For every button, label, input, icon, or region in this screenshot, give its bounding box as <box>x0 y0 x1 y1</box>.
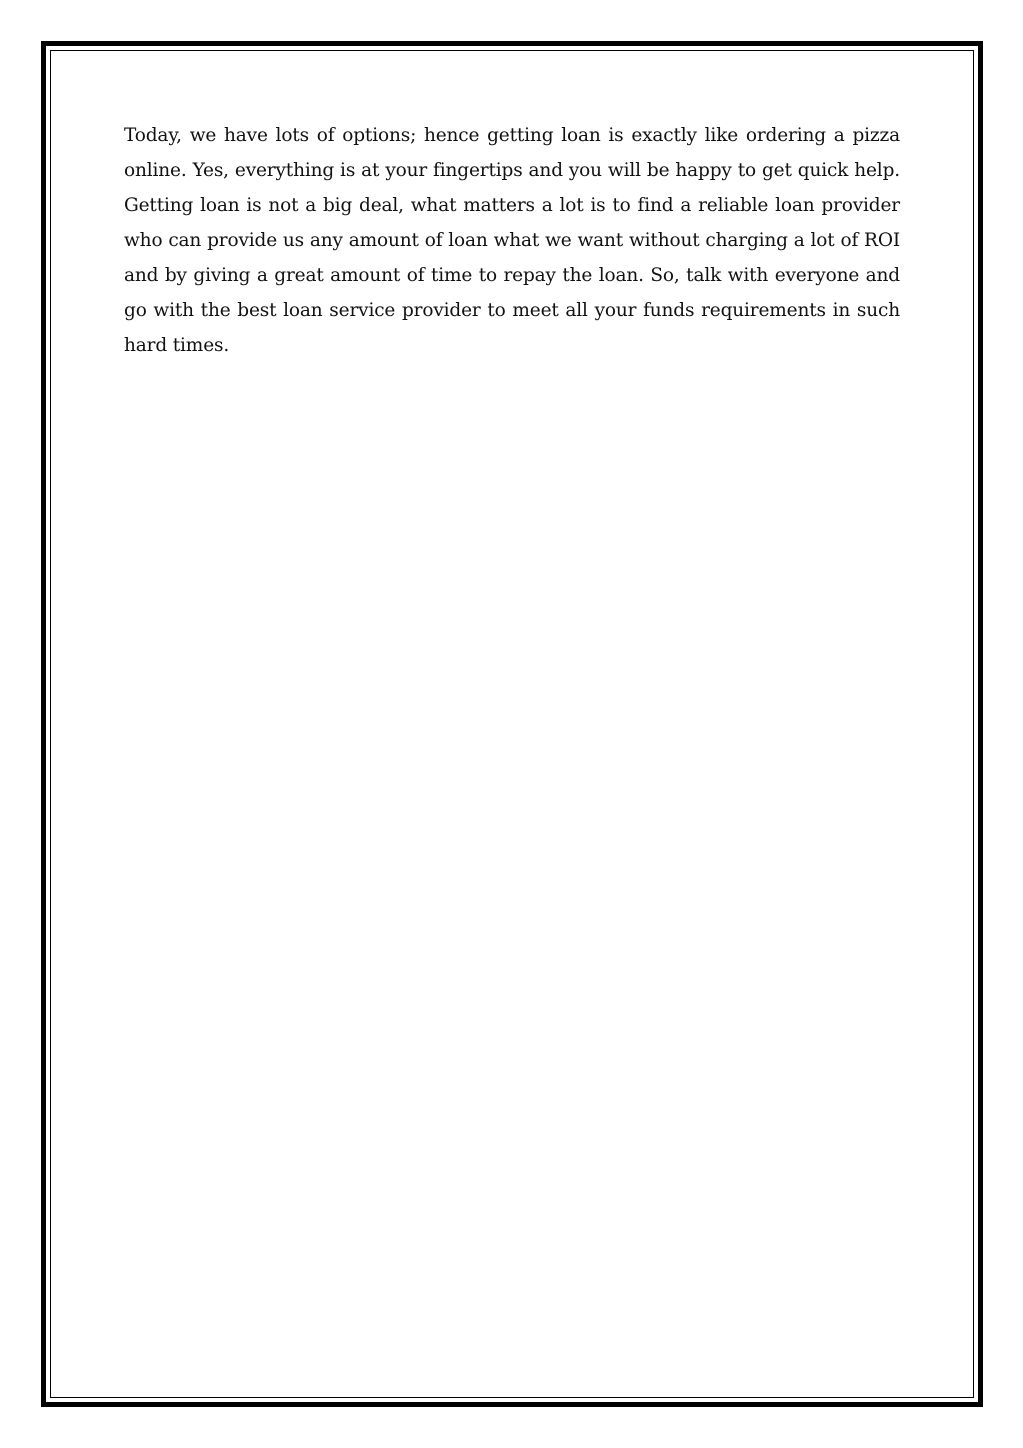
body-paragraph: Today, we have lots of options; hence getting loan is exactly like ordering a pizza online. Yes, everything is at your fingertips and you will be happy to get quick help. Getting loan is not a big deal, what matters a lot is to find a reliable loan provider who can provide us any amount of loan what we want without charging a lot of ROI and by giving a great amount of time to repay the loan. So, talk with everyone and go with the best loan service provider to meet all your funds requirements in such hard times. <box>124 125 900 356</box>
